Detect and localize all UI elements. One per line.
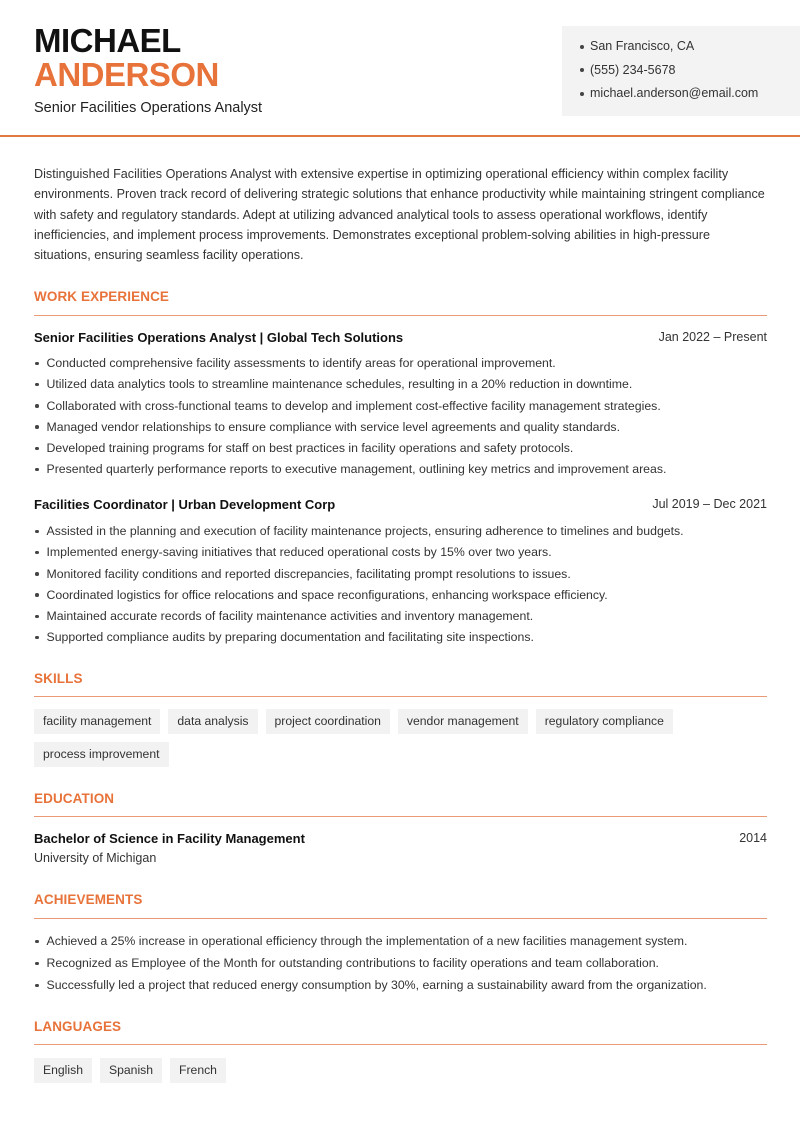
bullet-icon [35, 593, 39, 597]
contact-box [562, 26, 800, 116]
language-tag: Spanish [100, 1058, 162, 1083]
list-item: Successfully led a project that reduced energy consumption by 30%, earning a sustainability award from the organization. [34, 977, 774, 999]
section-divider [34, 816, 767, 817]
skills-tags [34, 709, 774, 767]
bullet-icon [35, 447, 39, 451]
first-name: MICHAEL [34, 22, 181, 59]
contact-location: San Francisco, CA [580, 38, 800, 62]
bullet-icon [35, 940, 39, 944]
list-item: Coordinated logistics for office relocations and space reconfigurations, enhancing workspace efficiency. [34, 587, 774, 608]
professional-summary: Distinguished Facilities Operations Analyst with extensive expertise in optimizing operational efficiency within complex facility environments. Proven track record of delivering strategic solutions that enhance productivity while maintaining stringent compliance with safety and regulatory standards. Adept at utilizing advanced analytical tools to assess operational workflows, identify inefficiencies, and implement process improvements. Demonstrates exceptional problem-solving abilities in high-pressure situations, ensuring seamless facility operations. [34, 167, 765, 263]
bullet-icon [35, 468, 39, 472]
contact-email[interactable]: michael.anderson@email.com [580, 85, 800, 109]
section-divider [34, 315, 767, 316]
bullet-icon [35, 362, 39, 366]
skill-tag: data analysis [168, 709, 257, 734]
section-title-work-experience: WORK EXPERIENCE [34, 289, 170, 304]
bullet-icon [580, 92, 584, 96]
bullet-icon [35, 615, 39, 619]
language-tag: English [34, 1058, 92, 1083]
school-name: University of Michigan [34, 851, 157, 865]
list-item: Implemented energy-saving initiatives that reduced operational costs by 15% over two years. [34, 544, 774, 565]
last-name: ANDERSON [34, 56, 219, 93]
skill-tag: process improvement [34, 742, 169, 767]
section-title-education: EDUCATION [34, 791, 115, 806]
bullet-icon [35, 551, 39, 555]
skill-tag: vendor management [398, 709, 528, 734]
list-item: Assisted in the planning and execution of facility maintenance projects, ensuring adherence to timelines and budgets. [34, 523, 774, 544]
job-dates-1: Jan 2022 – Present [658, 330, 767, 344]
graduation-year: 2014 [739, 831, 767, 845]
bullet-icon [35, 404, 39, 408]
job-bullets-2 [34, 523, 774, 651]
bullet-icon [35, 572, 39, 576]
section-divider [34, 1044, 767, 1045]
list-item: Conducted comprehensive facility assessments to identify areas for operational improvement. [34, 355, 774, 376]
section-title-skills: SKILLS [34, 671, 83, 686]
skill-tag: facility management [34, 709, 160, 734]
section-divider [34, 696, 767, 697]
language-tag: French [170, 1058, 226, 1083]
list-item: Recognized as Employee of the Month for outstanding contributions to facility operations and team collaboration. [34, 955, 774, 977]
resume-header [0, 0, 800, 137]
bullet-icon [35, 636, 39, 640]
skill-tag: regulatory compliance [536, 709, 673, 734]
job-dates-2: Jul 2019 – Dec 2021 [652, 497, 767, 511]
contact-phone: (555) 234-5678 [580, 62, 800, 86]
job-title: Senior Facilities Operations Analyst [34, 100, 263, 116]
bullet-icon [35, 383, 39, 387]
degree-title: Bachelor of Science in Facility Management [34, 831, 305, 846]
achievements-list [34, 933, 774, 999]
language-tags [34, 1058, 774, 1083]
job-title-1: Senior Facilities Operations Analyst | Global Tech Solutions [34, 330, 404, 345]
list-item: Presented quarterly performance reports to executive management, outlining key metrics and improvement areas. [34, 461, 774, 482]
list-item: Achieved a 25% increase in operational efficiency through the implementation of a new facilities management system. [34, 933, 774, 955]
list-item: Utilized data analytics tools to streamline maintenance schedules, resulting in a 20% reduction in downtime. [34, 376, 774, 397]
section-divider [34, 918, 767, 919]
list-item: Monitored facility conditions and reported discrepancies, facilitating prompt resolutions to issues. [34, 566, 774, 587]
job-bullets-1 [34, 355, 774, 483]
bullet-icon [580, 45, 584, 49]
section-title-achievements: ACHIEVEMENTS [34, 892, 143, 907]
list-item: Collaborated with cross-functional teams to develop and implement cost-effective facility management strategies. [34, 398, 774, 419]
bullet-icon [35, 962, 39, 966]
bullet-icon [35, 425, 39, 429]
list-item: Maintained accurate records of facility maintenance activities and inventory management. [34, 608, 774, 629]
bullet-icon [35, 984, 39, 988]
list-item: Developed training programs for staff on best practices in facility operations and safety protocols. [34, 440, 774, 461]
bullet-icon [35, 530, 39, 534]
section-title-languages: LANGUAGES [34, 1019, 122, 1034]
list-item: Supported compliance audits by preparing documentation and facilitating site inspections. [34, 629, 774, 650]
job-title-2: Facilities Coordinator | Urban Development Corp [34, 497, 336, 512]
bullet-icon [580, 68, 584, 72]
list-item: Managed vendor relationships to ensure compliance with service level agreements and quality standards. [34, 419, 774, 440]
skill-tag: project coordination [266, 709, 390, 734]
